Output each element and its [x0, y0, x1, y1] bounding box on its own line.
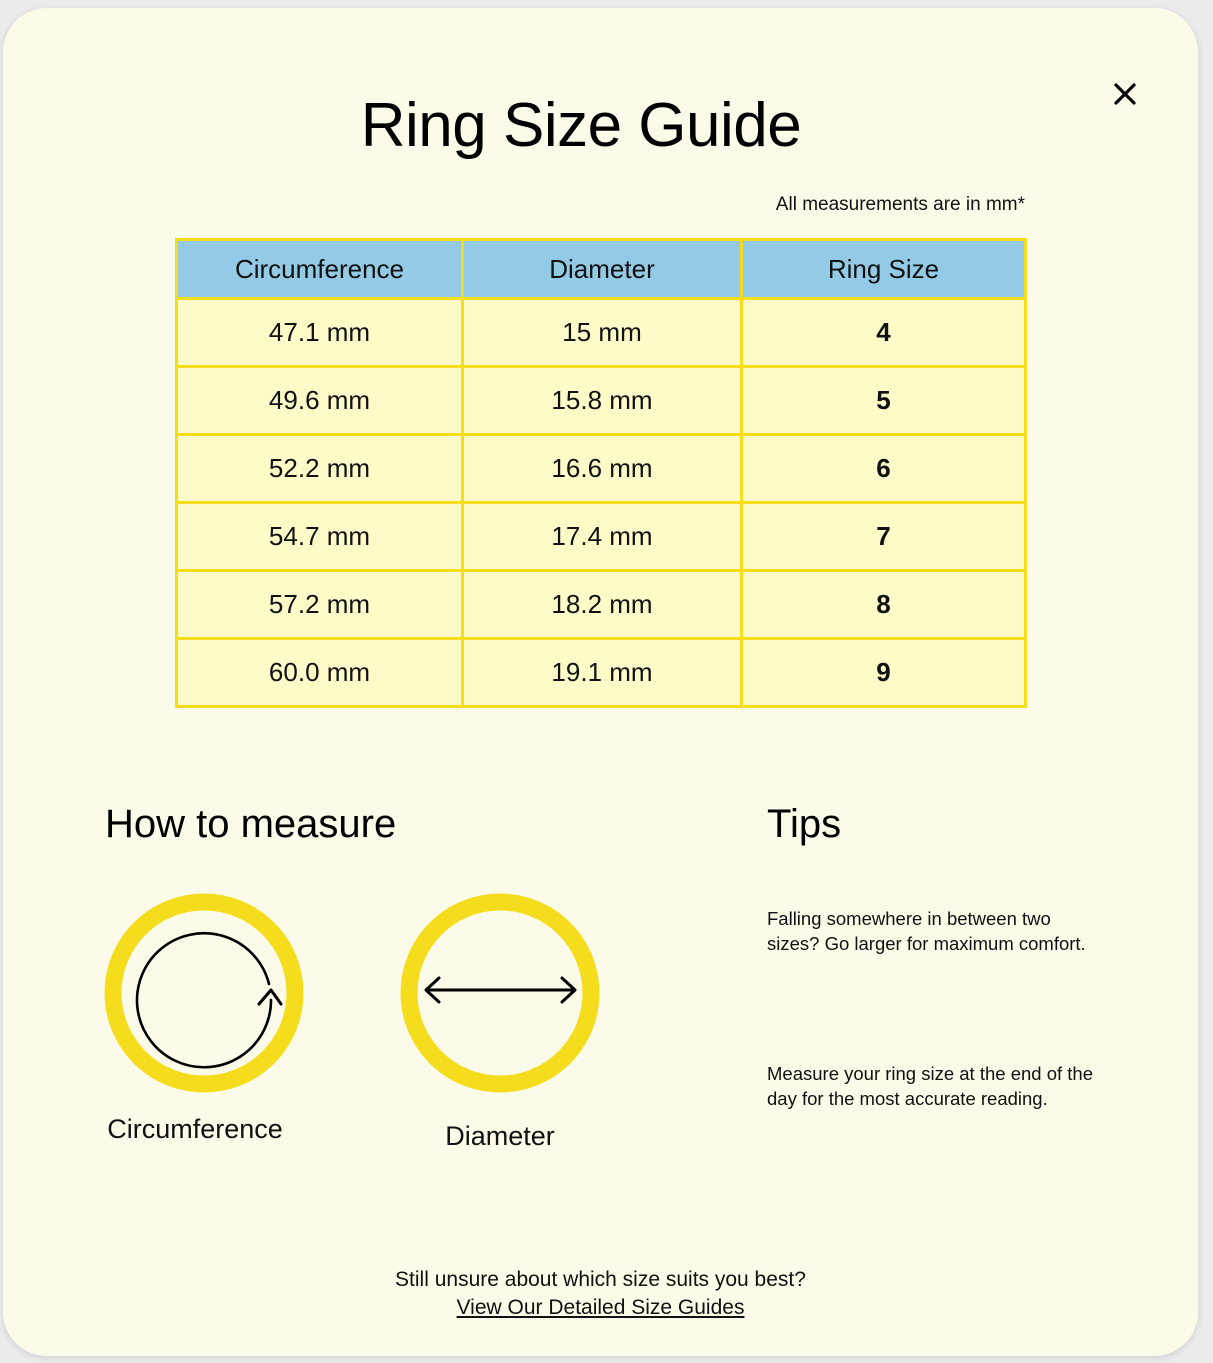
circular-arrow-icon: [137, 933, 271, 1067]
circumference-cell: 54.7 mm: [177, 503, 463, 571]
diameter-cell: 15 mm: [463, 299, 742, 367]
close-icon: [1107, 76, 1143, 112]
circumference-label: Circumference: [107, 1114, 283, 1144]
diameter-label: Diameter: [445, 1121, 555, 1151]
units-note: All measurements are in mm*: [775, 194, 1025, 215]
table-row: [177, 639, 1026, 707]
circumference-cell: 49.6 mm: [177, 367, 463, 435]
size-table: [175, 238, 1027, 708]
ring-size-guide-modal: [3, 8, 1198, 1356]
footer: [3, 1266, 1198, 1322]
header-diameter: Diameter: [463, 240, 742, 299]
ring-size-cell: 8: [742, 571, 1026, 639]
circumference-cell: 57.2 mm: [177, 571, 463, 639]
table-row: [177, 503, 1026, 571]
diameter-cell: 17.4 mm: [463, 503, 742, 571]
table-row: [177, 435, 1026, 503]
ring-size-cell: 5: [742, 367, 1026, 435]
ring-size-cell: 6: [742, 435, 1026, 503]
circumference-cell: 47.1 mm: [177, 299, 463, 367]
how-to-measure-heading: How to measure: [105, 802, 397, 846]
diameter-ring-icon: [399, 892, 603, 1096]
diameter-cell: 19.1 mm: [463, 639, 742, 707]
table-row: [177, 299, 1026, 367]
header-ring-size: Ring Size: [742, 240, 1026, 299]
table-row: [177, 571, 1026, 639]
close-button[interactable]: [1107, 76, 1143, 112]
tip-item: Falling somewhere in between two sizes? Go larger for maximum comfort.: [767, 908, 1086, 954]
diameter-cell: 16.6 mm: [463, 435, 742, 503]
diameter-cell: 18.2 mm: [463, 571, 742, 639]
footer-question: Still unsure about which size suits you best?: [395, 1268, 806, 1291]
table-header-row: [177, 240, 1026, 299]
tip-item: Measure your ring size at the end of the day for the most accurate reading.: [767, 1063, 1093, 1109]
page-title: Ring Size Guide: [360, 91, 802, 160]
ring-size-cell: 7: [742, 503, 1026, 571]
ring-size-cell: 9: [742, 639, 1026, 707]
circumference-ring-icon: [103, 892, 307, 1096]
header-circumference: Circumference: [177, 240, 463, 299]
ring-size-cell: 4: [742, 299, 1026, 367]
circumference-cell: 60.0 mm: [177, 639, 463, 707]
table-row: [177, 367, 1026, 435]
circumference-cell: 52.2 mm: [177, 435, 463, 503]
tips-heading: Tips: [767, 802, 842, 846]
size-guides-link[interactable]: View Our Detailed Size Guides: [456, 1296, 745, 1319]
diameter-cell: 15.8 mm: [463, 367, 742, 435]
